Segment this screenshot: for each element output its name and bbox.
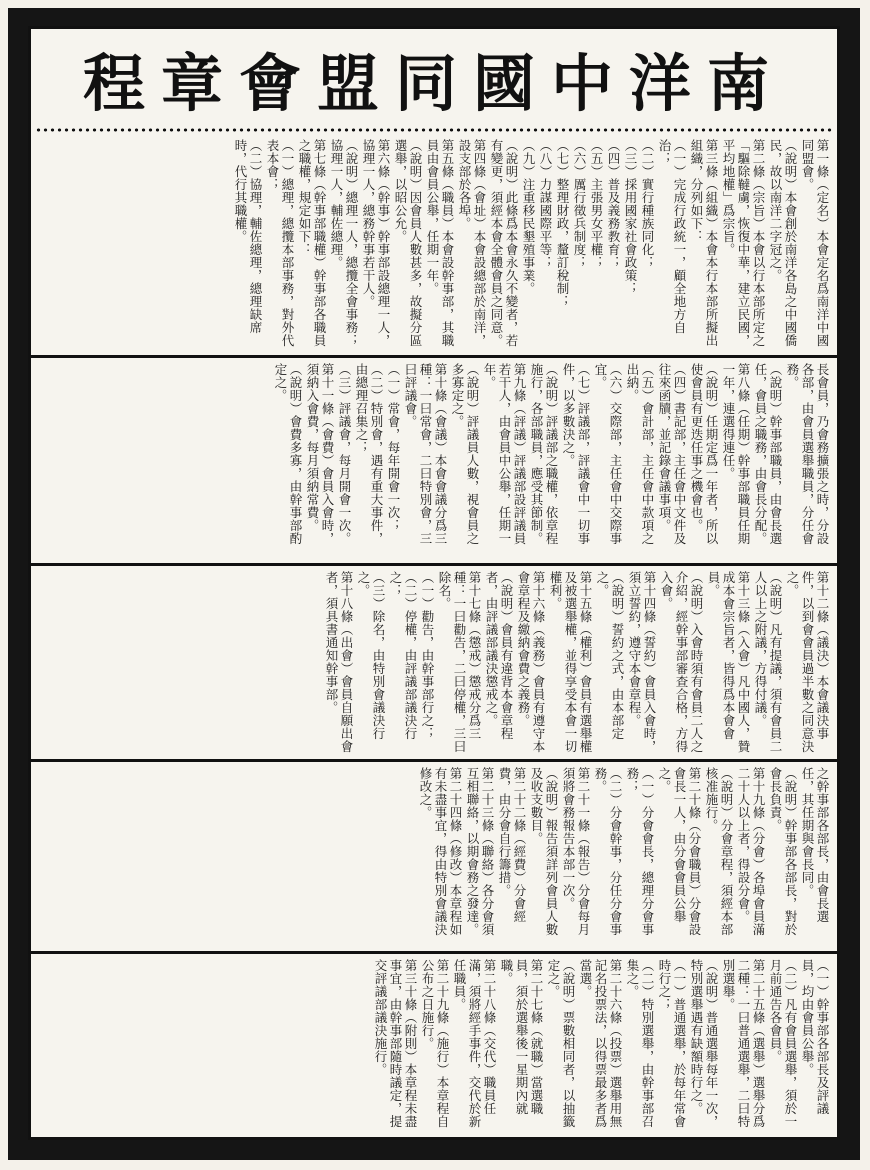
text-column: （說明）分會章程，須經本部核准施行。 bbox=[704, 767, 734, 936]
text-column: （五）主張男女平權； bbox=[589, 139, 604, 269]
text-column: 第六條（幹事）幹事部設總理一人，協理一人，總務幹事若干人。 bbox=[361, 139, 391, 347]
text-column: 第二十七條（就職）當選職員，須於選舉後一星期內就職。 bbox=[499, 959, 544, 1115]
text-column: （說明）會費多寡，由幹事部酌定之。 bbox=[273, 363, 303, 545]
text-column: 第十七條（懲戒）懲戒分爲三種：一曰勸告，二曰停權，三曰除名。 bbox=[437, 571, 482, 753]
text-column: 第二十八條（交代）職員任滿，須將經手事件，交代於新任職員。 bbox=[452, 959, 497, 1128]
text-column: （一）分會會長，總理分會事務； bbox=[625, 767, 655, 936]
text-column: 第二十二條（經費）分會經費，由分會自行籌措。 bbox=[497, 767, 527, 923]
text-band-3 bbox=[37, 569, 831, 755]
text-band-1 bbox=[37, 137, 831, 351]
text-column: 第三十條（附則）本章程未盡事宜，由幹事部隨時議定，提交評議部議決施行。 bbox=[373, 959, 418, 1128]
text-column: （一）勸告，由幹事部行之； bbox=[420, 571, 435, 740]
text-column: （五）會計部，主任會中款項之出納。 bbox=[625, 363, 655, 545]
text-column: 長會員，乃會務擴張之時，分設各部，由會員選舉職員，分任會務。 bbox=[785, 363, 830, 545]
text-column: 第二十九條（施行）本章程自公布之日施行。 bbox=[420, 959, 450, 1128]
text-column: （說明）凡有提議，須有會員二人以上之附議，方得付議。 bbox=[753, 571, 783, 753]
text-column: （說明）入會時須有會員二人之介紹，經幹事部審查合格，方得入會。 bbox=[659, 571, 704, 753]
text-column: 第二條（宗旨）本會以行本部所定之「驅除韃虜，恢復中華，建立民國，平均地權」爲宗旨。 bbox=[721, 139, 766, 347]
text-column: （說明）評議員人數，視會員之多寡定之。 bbox=[450, 363, 480, 545]
text-column: （說明）會員有違背本會章程者，由評議部議決懲戒之。 bbox=[484, 571, 514, 740]
text-column: 第二十六條（投票）選舉用無記名投票法，以得票最多者爲當選。 bbox=[578, 959, 623, 1128]
text-column: 第十五條（權利）會員有選舉權及被選舉權，並得享受本會一切權利。 bbox=[548, 571, 593, 753]
text-column: 第二十四條（修改）本章程如有未盡事宜，得由特別會議決修改之。 bbox=[418, 767, 463, 936]
text-column: （一）總理，總攬本部事務，對外代表本會； bbox=[265, 139, 295, 347]
text-column: （二）凡有會員選舉，須於一月前通告各會員。 bbox=[768, 959, 798, 1128]
text-column: 第五條（職員）本會設幹事部，其職員由會員公舉，任期一年。 bbox=[425, 139, 455, 347]
title-divider bbox=[35, 127, 833, 133]
text-column: 第十六條（義務）會員有遵守本會章程及繳納會費之義務。 bbox=[516, 571, 546, 753]
text-column: （四）普及義務教育； bbox=[606, 139, 621, 269]
band-divider bbox=[31, 759, 837, 762]
document-frame bbox=[28, 26, 840, 1140]
text-column: （四）書記部，主任會中文件及往來函牘，並記錄會議事項。 bbox=[657, 363, 687, 545]
text-column: （二）特別選舉，由幹事部召集之。 bbox=[625, 959, 655, 1128]
text-column: （三）除名，由特別會議決行之。 bbox=[356, 571, 386, 740]
text-column: （二）停權，由評議部議決行之； bbox=[388, 571, 418, 740]
text-column: 第九條（評議）評議部設評議員若干人，由會員中公舉，任期一年。 bbox=[482, 363, 527, 545]
text-column: （說明）總理一人，總攬全會事務；協理一人，輔佐總理。 bbox=[329, 139, 359, 347]
text-column: 第十八條（出會）會員自願出會者，須具書通知幹事部。 bbox=[324, 571, 354, 753]
text-column: （六）交際部，主任會中交際事宜。 bbox=[593, 363, 623, 545]
text-column: 第十四條（誓約）會員入會時，須立誓約，遵守本會章程。 bbox=[627, 571, 657, 753]
text-column: （一）普通選舉，於每年常會時行之； bbox=[657, 959, 687, 1128]
band-divider bbox=[31, 951, 837, 954]
text-column: 第十條（會議）本會會議分爲三種：一曰常會，二曰特別會，三曰評議會。 bbox=[403, 363, 448, 545]
text-column: 第十三條（入會）凡中國人，贊成本會宗旨者，皆得爲本會會員。 bbox=[706, 571, 751, 753]
text-column: 第四條（會址）本會設總部於南洋，設支部於各埠。 bbox=[457, 139, 487, 347]
text-column: 第十一條（會費）會員入會時，須納入會費，每月須納常費。 bbox=[305, 363, 335, 545]
text-column: 第三條（組織）本會本行本部所擬出組織，分列如下： bbox=[689, 139, 719, 347]
text-band-2 bbox=[37, 361, 831, 559]
document-page bbox=[8, 8, 860, 1160]
text-column: （一）完成行政統一，顧全地方自治； bbox=[657, 139, 687, 334]
text-column: 第十九條（分會）各埠會員滿二十人以上者，得設分會。 bbox=[736, 767, 766, 936]
text-column: （七）評議部，評議會中一切事件，以多數決之。 bbox=[561, 363, 591, 545]
text-column: （二）實行種族同化； bbox=[640, 139, 655, 269]
text-column: （一）常會，每年開會一次； bbox=[386, 363, 401, 532]
text-column: （說明）幹事部各部長，對於會長負責。 bbox=[768, 767, 798, 936]
text-column: （說明）誓約之式，由本部定之。 bbox=[595, 571, 625, 740]
text-column: （說明）普通選舉每年一次，特別選舉遇有缺額時行之。 bbox=[689, 959, 719, 1128]
text-column: （說明）本會創於南洋各島之中國僑民，故以南洋二字冠之。 bbox=[768, 139, 798, 347]
text-column: 第一條（定名）本會定名爲南洋中國同盟會。 bbox=[800, 139, 830, 347]
text-band-4 bbox=[37, 765, 831, 947]
band-divider bbox=[31, 563, 837, 566]
text-column: （說明）任期定爲一年者，所以使會員有更迭任事之機會也。 bbox=[689, 363, 719, 545]
text-column: （二）協理，輔佐總理，總理缺席時，代行其職權。 bbox=[233, 139, 263, 334]
text-column: （八）力謀國際平等； bbox=[538, 139, 553, 269]
text-column: （一）幹事部各部長及評議員，均由會員公舉。 bbox=[800, 959, 830, 1115]
text-column: 第十二條（議決）本會議決事件，以到會會員過半數之同意決之。 bbox=[785, 571, 830, 753]
text-column: 第二十五條（選舉）選舉分爲二種：一曰普通選舉，二曰特別選舉。 bbox=[721, 959, 766, 1128]
document-title: 南洋中國同盟會章程 bbox=[83, 46, 786, 120]
text-column: 之幹事部各部長，由會長選任，其任期與會長同。 bbox=[800, 767, 830, 923]
text-column: （說明）票數相同者，以抽籤定之。 bbox=[546, 959, 576, 1128]
text-column: （六）厲行徵兵制度； bbox=[572, 139, 587, 269]
text-column: 第二十三條（聯絡）各分會須互相聯絡，以期會務之發達。 bbox=[465, 767, 495, 936]
text-column: （二）特別會，遇有重大事件，由總理召集之； bbox=[354, 363, 384, 545]
text-column: （說明）報告須詳列會員人數及收支數目。 bbox=[529, 767, 559, 936]
text-column: 第七條（幹事部職權）幹事部各職員之職權，規定如下： bbox=[297, 139, 327, 347]
text-column: （說明）此條爲本會永久不變者，若有變更，須經本會全體會員之同意。 bbox=[489, 139, 519, 347]
text-column: （說明）因會員人數甚多，故擬分區選舉，以昭公允。 bbox=[393, 139, 423, 347]
text-column: （二）分會幹事，分任分會事務。 bbox=[593, 767, 623, 936]
text-column: （三）採用國家社會政策； bbox=[623, 139, 638, 295]
text-column: 第八條（任期）幹事部職員任期一年，連選得連任。 bbox=[721, 363, 751, 545]
text-column: （說明）幹事部職員，由會長選任，會員之職務，由會長分配。 bbox=[753, 363, 783, 545]
text-column: 第二十一條（報告）分會每月須將會務報告本部一次。 bbox=[561, 767, 591, 936]
text-column: 第二十條（分會職員）分會設會長一人，由分會會員公舉之。 bbox=[657, 767, 702, 936]
text-band-5 bbox=[37, 957, 831, 1135]
text-column: （三）評議會，每月開會一次。 bbox=[337, 363, 352, 545]
band-divider bbox=[31, 355, 837, 358]
text-column: （九）注重移民墾殖事業。 bbox=[521, 139, 536, 295]
text-column: （說明）評議部之職權，依章程施行，各部職員，應受其節制。 bbox=[529, 363, 559, 545]
text-column: （七）整理財政，釐訂稅制； bbox=[555, 139, 570, 308]
